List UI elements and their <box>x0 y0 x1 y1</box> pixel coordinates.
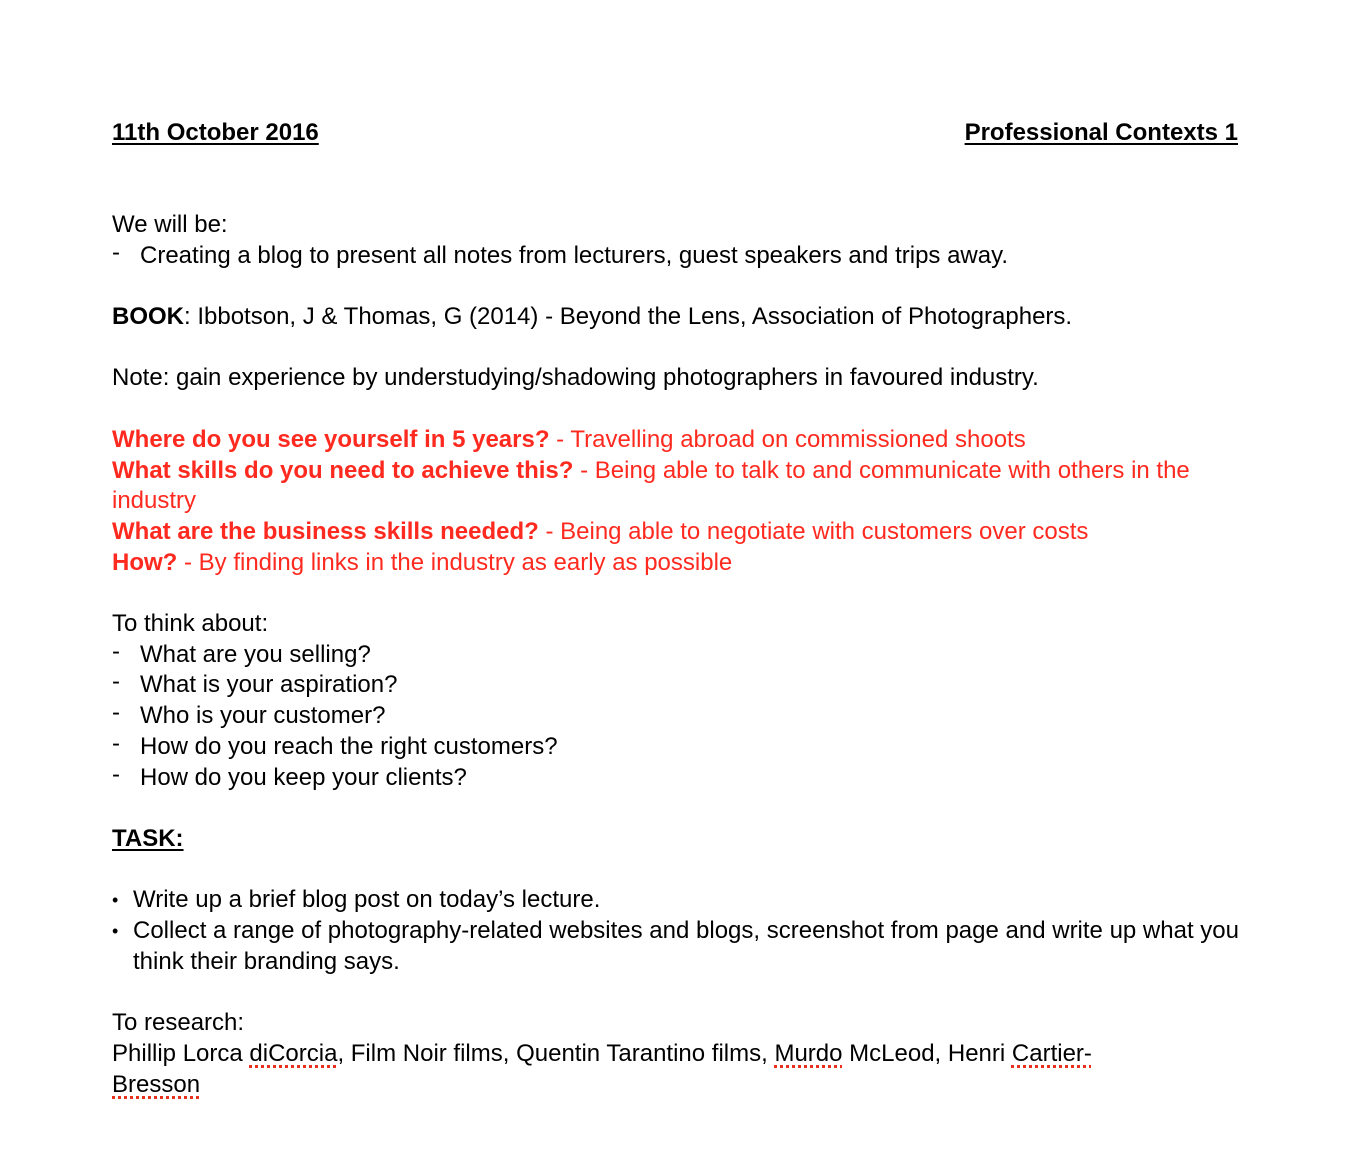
think-item-text: How do you reach the right customers? <box>140 732 558 760</box>
bullet-marker: • <box>112 890 119 911</box>
intro-item-text: Creating a blog to present all notes from lecturers, guest speakers and trips away. <box>140 241 1008 269</box>
dash-marker: - <box>112 729 120 757</box>
misspelled-word: Cartier- <box>1011 1039 1092 1067</box>
answer-text: - Travelling abroad on commissioned shoots <box>549 425 1026 453</box>
document-body <box>112 210 1242 1100</box>
note-paragraph: Note: gain experience by understudying/shadowing photographers in favoured industry. <box>112 364 1039 392</box>
research-text: McLeod, Henri <box>842 1039 1012 1067</box>
dash-marker: - <box>112 668 120 696</box>
question-text: How? <box>112 548 178 576</box>
task-item-text: Collect a range of photography-related websites and blogs, screenshot from page and write up what you think their branding says. <box>133 917 1239 975</box>
think-item-text: Who is your customer? <box>140 702 386 730</box>
think-item-text: How do you keep your clients? <box>140 763 467 791</box>
task-list-item <box>112 916 1242 977</box>
answer-text: - By finding links in the industry as early as possible <box>177 548 733 576</box>
research-text: , Film Noir films, Quentin Tarantino films, <box>337 1039 775 1067</box>
misspelled-word: Murdo <box>774 1039 843 1067</box>
dash-marker: - <box>112 238 120 266</box>
question-text: What are the business skills needed? <box>112 517 539 545</box>
header-date: 11th October 2016 <box>112 119 319 146</box>
think-list-item <box>112 701 1242 732</box>
task-item-text: Write up a brief blog post on today’s lecture. <box>133 886 601 914</box>
intro-list-item <box>112 238 1242 272</box>
question-text: What skills do you need to achieve this? <box>112 456 574 484</box>
task-list-item <box>112 885 1242 916</box>
question-row <box>112 548 1242 579</box>
question-text: Where do you see yourself in 5 years? <box>112 425 550 453</box>
misspelled-word: Bresson <box>112 1070 201 1098</box>
question-row <box>112 456 1242 517</box>
header-course-title: Professional Contexts 1 <box>964 119 1238 146</box>
think-list-item <box>112 637 1242 671</box>
dash-marker: - <box>112 699 120 727</box>
book-citation: : Ibbotson, J & Thomas, G (2014) - Beyond the Lens, Association of Photographers. <box>184 303 1073 331</box>
answer-text: - Being able to talk to and communicate with others in the industry <box>112 456 1190 515</box>
task-heading: TASK: <box>112 824 184 852</box>
think-item-text: What is your aspiration? <box>140 671 398 699</box>
book-label: BOOK <box>112 303 184 331</box>
research-text: Phillip Lorca <box>112 1039 250 1067</box>
think-list-item <box>112 670 1242 701</box>
think-item-text: What are you selling? <box>140 640 371 668</box>
intro-lead: We will be: <box>112 211 228 238</box>
dash-marker: - <box>112 760 120 788</box>
think-list-item <box>112 729 1242 763</box>
think-lead: To think about: <box>112 610 269 638</box>
misspelled-word: diCorcia <box>249 1039 338 1067</box>
research-list <box>112 1039 1242 1100</box>
questions-block <box>112 425 1242 579</box>
question-row <box>112 517 1242 548</box>
research-lead: To research: <box>112 1009 245 1037</box>
think-list-item <box>112 760 1242 794</box>
dash-marker: - <box>112 637 120 665</box>
bullet-marker: • <box>112 921 119 942</box>
book-reference <box>112 302 1242 333</box>
answer-text: - Being able to negotiate with customers over costs <box>538 517 1089 545</box>
question-row <box>112 425 1242 456</box>
